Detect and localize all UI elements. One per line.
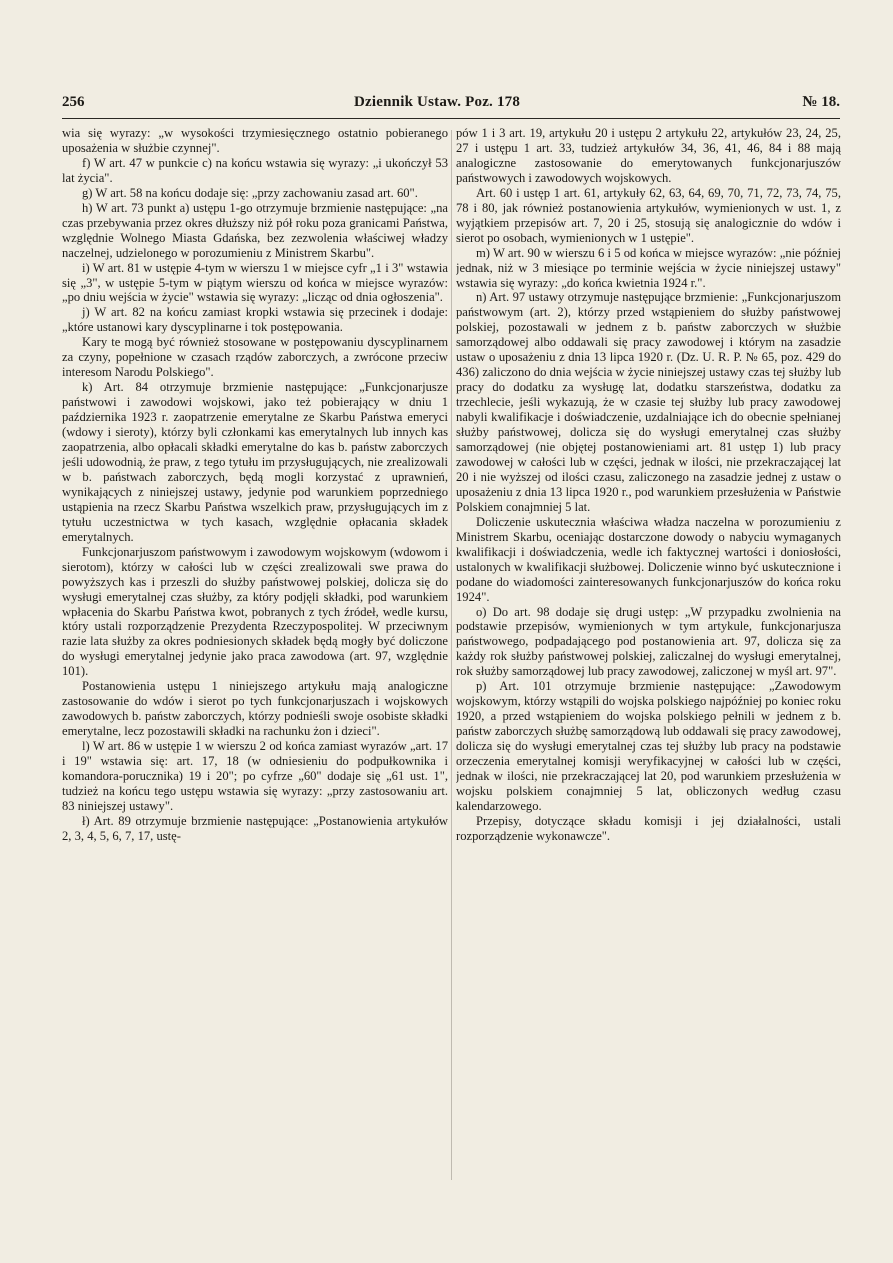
- paragraph: Funkcjonarjuszom państwowym i zawodowym wojskowym (wdowom i sierotom), którzy w całości lub w części zrealizowali swe prawa do powyższych kas i przeszli do służby państwowej polskiej, dolicza się do wysługi emerytalnej czas służby, za który podjęli składki, pod warunkiem wpłacenia do Skarbu Państwa kwot, pobranych z tych źródeł, wedle kursu, który ustali rozporządzenie Prezydenta Rzeczypospolitej. W przeciwnym razie lata służby za okres podniesionych składek będą mogły być doliczone do wysługi emerytalnej jedynie jako praca zawodowa (art. 97, względnie 101).: [62, 544, 448, 679]
- paragraph: Przepisy, dotyczące składu komisji i jej działalności, ustali rozporządzenie wykonawcze".: [456, 813, 841, 843]
- page-header: [62, 92, 840, 119]
- paragraph: Kary te mogą być również stosowane w postępowaniu dyscyplinarnem za czyny, popełnione w czasach rządów zaborczych, a zwrócone przeciw interesom Narodu Polskiego".: [62, 335, 448, 380]
- paragraph: Art. 60 i ustęp 1 art. 61, artykuły 62, 63, 64, 69, 70, 71, 72, 73, 74, 75, 78 i 80, jak również postanowienia artykułów, wymienionych w ust. 1, z wyjątkiem przepisów art. 7, 20 i 25, stosują się analogicznie do wdów i sierot po osobach, wymienionych w 1 ustępie".: [456, 185, 841, 245]
- paragraph: k) Art. 84 otrzymuje brzmienie następujące: „Funkcjonarjusze państwowi i zawodowi wojskowi, jako też pobierający w dniu 1 października 1923 r. zaopatrzenie emerytalne ze Skarbu Państwa emeryci (wdowy i sieroty), którzy byli członkami kas emerytalnych lub innych kas zaopatrzenia, albo opłacali składki emerytalne do kas b. państw zaborczych jeśli udowodnią, że praw, z tego tytułu im przysługujących, nie zrealizowali w b. państwach zaborczych, będą mogli korzystać z uprawnień, wynikających z niniejszej ustawy, jedynie pod warunkiem poprzedniego ustąpienia na rzecz Skarbu Państwa wszelkich praw, przysługujących im z tytułu uczestnictwa w tych kasach, względnie opłacania składek emerytalnych.: [62, 380, 448, 544]
- column-divider: [451, 130, 452, 1180]
- right-column: [456, 126, 841, 1206]
- paragraph: g) W art. 58 na końcu dodaje się: „przy zachowaniu zasad art. 60".: [82, 185, 418, 200]
- paragraph: Postanowienia ustępu 1 niniejszego artykułu mają analogiczne zastosowanie do wdów i sierot po tych funkcjonarjuszach i wojskowych zawodowych b. państw zaborczych, którzy podnieśli swoje osobiste składki emerytalne, lecz pozostawili składki na rachunku żon i dzieci".: [62, 679, 448, 739]
- paragraph: h) W art. 73 punkt a) ustępu 1-go otrzymuje brzmienie następujące: „na czas przebywania przez okres dłuższy niż pół roku poza granicami Państwa, względnie Wolnego Miasta Gdańska, bez zezwolenia właściwej władzy naczelnej, udzielonego w porozumieniu z Ministrem Skarbu".: [62, 200, 448, 260]
- paragraph: o) Do art. 98 dodaje się drugi ustęp: „W przypadku zwolnienia na podstawie przepisów, wymienionych w tym artykule, funkcjonarjusza państwowego, podpadającego pod postanowienia art. 97, dolicza się za każdy rok służby państwowej polskiej, zaliczalnej do wysługi emerytalnej, rok służby samorządowej lub pracy zawodowej, zaliczonej w myśl art. 97".: [456, 604, 841, 679]
- paragraph: n) Art. 97 ustawy otrzymuje następujące brzmienie: „Funkcjonarjuszom państwowym (art. 2), którzy przed wstąpieniem do służby państwowej polskiej, pozostawali w jednem z b. państw zaborczych w służbie samorządowej albo oddawali się pracy zawodowej i którym na zasadzie ustaw o uposażeniu z dnia 13 lipca 1920 r. (Dz. U. R. P. № 65, poz. 429 do 436) zaliczono do dnia wejścia w życie niniejszej ustawy czas tej służby lub pracy do dodatku za wysługę lat, dodatku starszeństwa, dodatku za trzechlecie, jeśli wykazują, że w czasie tej służby lub pracy zawodowej nabyli kwalifikacje i doświadczenie, uzdalniające ich do obecnie spełnianej służby państwowej, dolicza się do wysługi emerytalnej czas służby samorządowej (nie objętej postanowieniami art. 81 ustęp 1) lub pracy zawodowej w całości lub w części, jednak w ilości, nie przekraczającej lat 20 i nie wyższej od ilości czasu, zaliczonego na zasadzie jednej z ustaw o uposażeniu z dnia 13 lipca 1920 r., pod warunkiem przesłużenia w Państwie Polskiem conajmniej 5 lat.: [456, 290, 841, 514]
- journal-title: Dziennik Ustaw. Poz. 178: [354, 94, 521, 110]
- paragraph: m) W art. 90 w wierszu 6 i 5 od końca w miejsce wyrazów: „nie później jednak, niż w 3 miesiące po terminie wejścia w życie niniejszej ustawy" wstawia się wyrazy: „do końca kwietnia 1924 r.".: [456, 245, 841, 290]
- paragraph: ł) Art. 89 otrzymuje brzmienie następujące: „Postanowienia artykułów 2, 3, 4, 5, 6, 7, 17, ustę-: [62, 813, 448, 843]
- paragraph: f) W art. 47 w punkcie c) na końcu wstawia się wyrazy: „i ukończył 53 lat życia".: [62, 155, 448, 185]
- paragraph: l) W art. 86 w ustępie 1 w wierszu 2 od końca zamiast wyrazów „art. 17 i 19" wstawia się: art. 17, 18 (w odniesieniu do podpułkownika i komandora-porucznika) 19 i 20"; po cyfrze „60" dodaje się „61 ust. 1", tudzież na końcu tego ustępu wstawia się wyrazy: „przy zastosowaniu art. 83 niniejszej ustawy".: [62, 739, 448, 813]
- paragraph: i) W art. 81 w ustępie 4-tym w wierszu 1 w miejsce cyfr „1 i 3" wstawia się „3", w ustępie 5-tym w piątym wierszu od końca w miejsce wyrazów: „po dniu wejścia w życie" wstawia się wyrazy: „licząc od dnia ogłoszenia".: [62, 260, 448, 305]
- issue-number: № 18.: [802, 94, 840, 110]
- left-column: [62, 126, 448, 1206]
- paragraph: pów 1 i 3 art. 19, artykułu 20 i ustępu 2 artykułu 22, artykułów 23, 24, 25, 27 i ustępu 1 art. 33, tudzież artykułów 34, 36, 41, 46, 84 i 88 mają analogiczne zastosowanie do emerytowanych funkcjonarjuszów państwowych i zawodowych wojskowych.: [456, 126, 841, 185]
- paragraph: p) Art. 101 otrzymuje brzmienie następujące: „Zawodowym wojskowym, którzy wstąpili do wojska polskiego najpóźniej po koniec roku 1920, a przed wstąpieniem do wojska polskiego pełnili w jednem z b. państw zaborczych służbę samorządową lub oddawali się pracy zawodowej, dolicza się do wysługi emerytalnej czas tej służby lub pracy na podstawie orzeczenia emerytalnej komisji weryfikacyjnej w całości lub w części, jednak w ilości, nie przekraczającej lat 20, pod warunkiem przesłużenia w wojsku polskiem conajmniej 5 lat, obliczonych według czasu kalendarzowego.: [456, 679, 841, 813]
- page-number: 256: [62, 94, 85, 110]
- paragraph: wia się wyrazy: „w wysokości trzymiesięcznego ostatnio pobieranego uposażenia w służbie czynnej".: [62, 126, 448, 155]
- paragraph: Doliczenie uskutecznia właściwa władza naczelna w porozumieniu z Ministrem Skarbu, oceniając dostarczone dowody o nabyciu wymaganych kwalifikacji i doświadczenia, wedle ich faktycznej wartości i doniosłości, ustalonych w kwalifikacji służbowej. Doliczenie winno być uskutecznione i podane do wiadomości zainteresowanych funkcjonarjuszów do końca roku 1924".: [456, 514, 841, 604]
- paragraph: j) W art. 82 na końcu zamiast kropki wstawia się przecinek i dodaje: „które ustanowi kary dyscyplinarne i tok postępowania.: [62, 305, 448, 335]
